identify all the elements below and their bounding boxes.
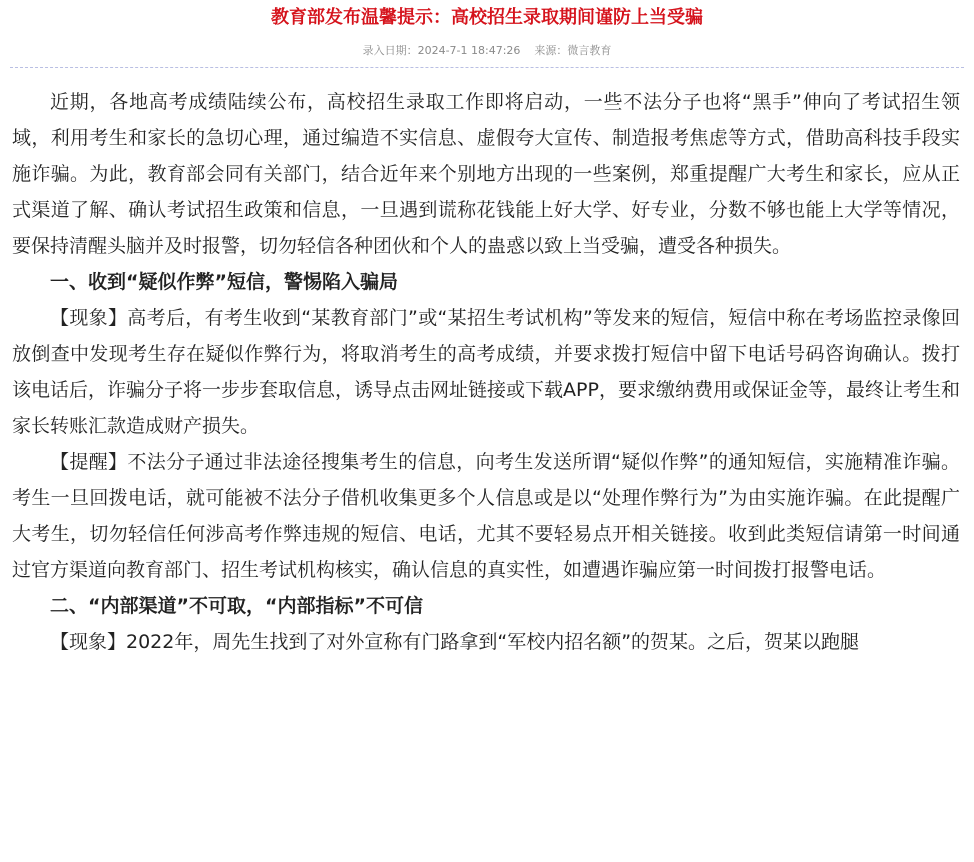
intro-paragraph: 近期，各地高考成绩陆续公布，高校招生录取工作即将启动，一些不法分子也将“黑手”伸向了考试招生领域，利用考生和家长的急切心理，通过编造不实信息、虚假夸大宣传、制造报考焦虑等方式，借助高科技手段实施诈骗。为此，教育部会同有关部门，结合近年来个别地方出现的一些案例，郑重提醒广大考生和家长，应从正式渠道了解、确认考试招生政策和信息，一旦遇到谎称花钱能上好大学、好专业，分数不够也能上大学等情况，要保持清醒头脑并及时报警，切勿轻信各种团伙和个人的蛊惑以致上当受骗，遭受各种损失。 (12, 91, 960, 257)
phenomenon-paragraph-2: 【现象】2022年，周先生找到了对外宣称有门路拿到“军校内招名额”的贺某。之后，贺某以跑腿 (50, 631, 860, 653)
date-label: 录入日期： (362, 44, 418, 57)
article-body (0, 84, 974, 660)
publish-date: 2024-7-1 18:47:26 (417, 44, 521, 57)
article-title: 教育部发布温馨提示：高校招生录取期间谨防上当受骗 (271, 7, 703, 28)
source-name: 微言教育 (567, 44, 612, 57)
section-heading-1: 一、收到“疑似作弊”短信，警惕陷入骗局 (50, 271, 398, 293)
phenomenon-paragraph-1: 【现象】高考后，有考生收到“某教育部门”或“某招生考试机构”等发来的短信，短信中称在考场监控录像回放倒查中发现考生存在疑似作弊行为，将取消考生的高考成绩，并要求拨打短信中留下电话号码咨询确认。拨打该电话后，诈骗分子将一步步套取信息，诱导点击网址链接或下载APP，要求缴纳费用或保证金等，最终让考生和家长转账汇款造成财产损失。 (12, 307, 960, 437)
section-heading-2: 二、“内部渠道”不可取，“内部指标”不可信 (50, 595, 423, 617)
article-meta (0, 44, 974, 58)
source-label: 来源： (534, 44, 568, 57)
title-divider (10, 67, 964, 68)
reminder-paragraph-1: 【提醒】不法分子通过非法途径搜集考生的信息，向考生发送所谓“疑似作弊”的通知短信，实施精准诈骗。考生一旦回拨电话，就可能被不法分子借机收集更多个人信息或是以“处理作弊行为”为由实施诈骗。在此提醒广大考生，切勿轻信任何涉高考作弊违规的短信、电话，尤其不要轻易点开相关链接。收到此类短信请第一时间通过官方渠道向教育部门、招生考试机构核实，确认信息的真实性，如遭遇诈骗应第一时间拨打报警电话。 (12, 451, 960, 581)
